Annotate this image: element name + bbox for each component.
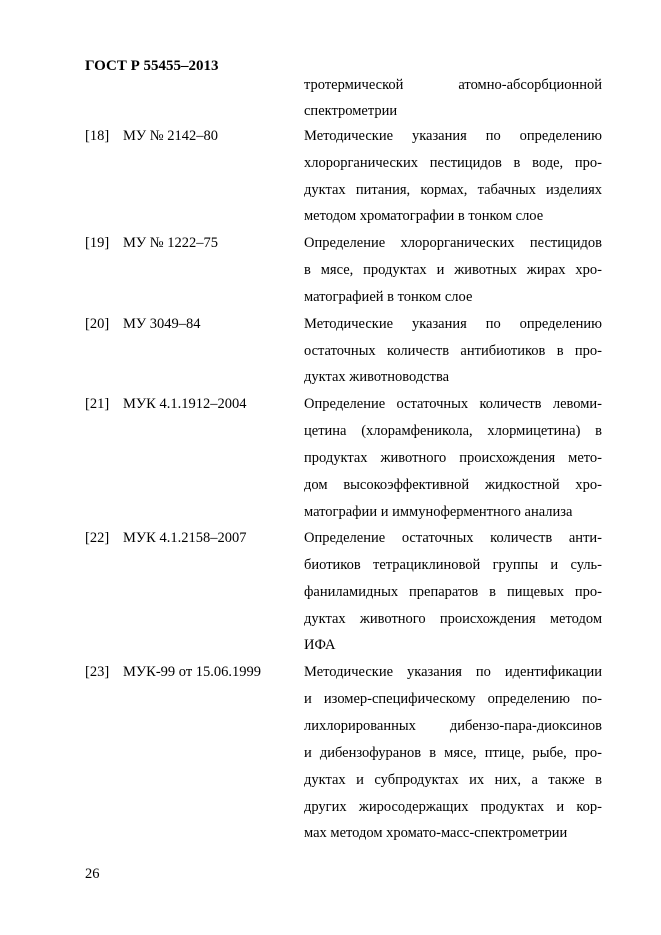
reference-description-line: мах методом хромато-масс-спектрометрии [304,825,568,841]
reference-description-line: Методические указания по определению [304,316,602,332]
reference-document: МУК 4.1.2158–2007 [123,530,247,546]
reference-description-line: в мясе, продуктах и животных жирах хро- [304,262,602,278]
reference-document: МУ № 1222–75 [123,235,218,251]
reference-description-line: продуктах животного происхождения мето- [304,450,602,466]
reference-description-line: дуктах и субпродуктах их них, а также в [304,772,602,788]
reference-description-line: и дибензофуранов в мясе, птице, рыбе, про- [304,745,602,761]
reference-description-line: цетина (хлорамфеникола, хлормицетина) в [304,423,602,439]
reference-document: МУК 4.1.1912–2004 [123,396,247,412]
reference-description-line: матографии и иммуноферментного анализа [304,504,573,520]
reference-description-line: методом хроматографии в тонком слое [304,208,544,224]
reference-description-line: и изомер-специфическому определению по- [304,691,602,707]
reference-description-line: Определение остаточных количеств левоми- [304,396,602,412]
continuation-line: спектрометрии [304,103,398,119]
reference-number: [23] [85,664,110,680]
reference-description-line: остаточных количеств антибиотиков в про- [304,343,602,359]
reference-description-line: Определение остаточных количеств анти- [304,530,602,546]
reference-description-line: дом высокоэффективной жидкостной хро- [304,477,602,493]
reference-document: МУ № 2142–80 [123,128,218,144]
reference-description-line: фаниламидных препаратов в пищевых про- [304,584,602,600]
reference-number: [19] [85,235,110,251]
reference-description-line: ИФА [304,637,336,653]
reference-description-line: матографией в тонком слое [304,289,473,305]
reference-description-line: биотиков тетрациклиновой группы и суль- [304,557,602,573]
reference-description-line: хлорорганических пестицидов в воде, про- [304,155,602,171]
page-number: 26 [85,866,100,882]
reference-description-line: лихлорированных дибензо-пара-диоксинов [304,718,602,734]
reference-description-line: Определение хлорорганических пестицидов [304,235,602,251]
reference-description-line: дуктах питания, кормах, табачных изделиях [304,182,602,198]
reference-description-line: других жиросодержащих продуктах и кор- [304,799,602,815]
reference-number: [21] [85,396,110,412]
reference-number: [18] [85,128,110,144]
reference-description-line: дуктах животноводства [304,369,450,385]
reference-description-line: дуктах животного происхождения методом [304,611,602,627]
reference-document: МУ 3049–84 [123,316,201,332]
reference-number: [20] [85,316,110,332]
reference-description-line: Методические указания по идентификации [304,664,602,680]
continuation-line: тротермической атомно-абсорбционной [304,77,602,93]
document-header: ГОСТ Р 55455–2013 [85,58,219,74]
reference-document: МУК-99 от 15.06.1999 [123,664,262,680]
reference-number: [22] [85,530,110,546]
reference-description-line: Методические указания по определению [304,128,602,144]
